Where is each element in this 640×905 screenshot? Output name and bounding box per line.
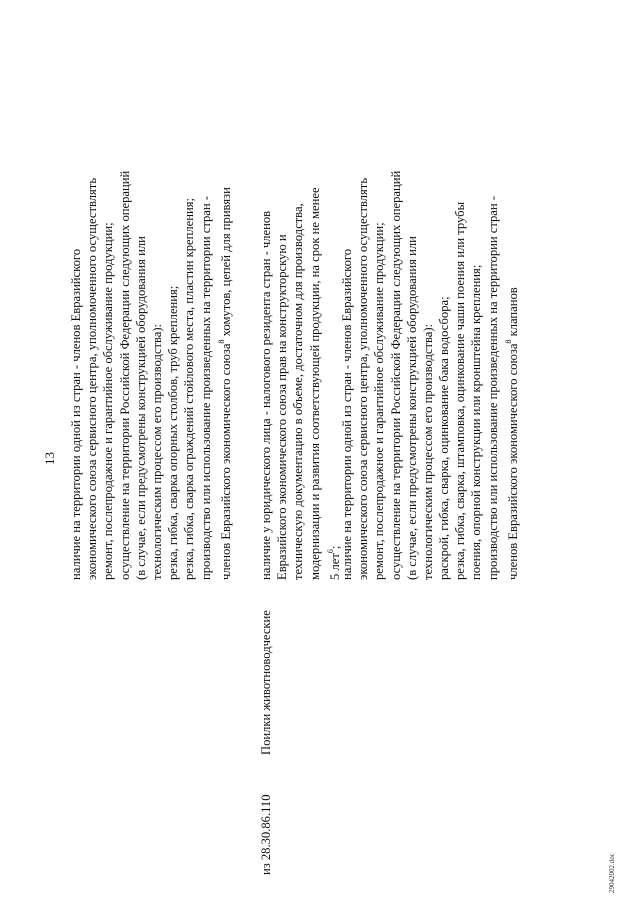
requirement-line: наличие на территории одной из стран - членов Евразийского [339, 248, 354, 580]
product-code: из 28.30.86.110 [259, 794, 273, 875]
requirement-line: (в случае, если предусмотрены конструкцией оборудования или [133, 236, 148, 580]
requirement-line: наличие на территории одной из стран - членов Евразийского [69, 248, 83, 580]
requirement-line: технологическим процессом его производства): [420, 323, 435, 580]
requirement-line: ремонт, послепродажное и гарантийное обслуживание продукции; [372, 222, 387, 580]
requirement-line: технологическим процессом его производства): [149, 323, 164, 580]
requirement-line: (в случае, если предусмотрены конструкцией оборудования или [404, 236, 419, 580]
product-name-cell [258, 610, 274, 755]
requirement-line: раскрой, гибка, сварка, оцинкование бака водосбора; [437, 296, 452, 580]
requirement-line: резка, гибка, сварка, штамповка, оцинкование чаши поения или трубы [453, 201, 468, 580]
requirement-line: 5 лет$^6$; [325, 545, 342, 580]
requirement-line: резка, гибка, сварка опорных столбов, труб крепления; [166, 285, 181, 580]
requirement-line: экономического союза сервисного центра, уполномоченного осуществлять [85, 177, 100, 580]
requirements-upper-block [68, 170, 233, 580]
requirement-line: Евразийского экономического союза прав на конструкторскую и [275, 234, 290, 580]
footnote-ref: 6 [325, 549, 335, 554]
requirement-line: поения, опорной конструкции или кронштейна крепления; [469, 264, 484, 580]
requirement-line: производство или использование произведенных на территории стран - [198, 196, 213, 580]
requirement-line: экономического союза сервисного центра, уполномоченного осуществлять [356, 177, 371, 580]
requirement-line: членов Евразийского экономического союза$^8$ клапанов [503, 287, 520, 580]
product-name: Поилки животноводческие [259, 610, 273, 755]
requirement-line: техническую документацию в объеме, достаточном для производства, [291, 203, 306, 580]
page-number: 13 [42, 452, 57, 465]
requirement-line: производство или использование произведенных на территории стран - [485, 196, 500, 580]
document-file-code: 29042002.doc [608, 853, 616, 893]
requirement-line: членов Евразийского экономического союза$^8$ хомутов, цепей для привязи [216, 187, 233, 580]
requirement-line: резка, гибка, сварка ограждений стойлового места, пластин крепления; [182, 197, 197, 580]
product-code-cell [258, 794, 274, 875]
requirement-line: модернизации и развития соответствующей продукции, на срок не менее [307, 187, 322, 580]
requirement-line: наличие у юридического лица - налогового резидента стран - членов [259, 210, 273, 580]
requirement-line: ремонт, послепродажное и гарантийное обслуживание продукции; [101, 222, 116, 580]
requirement-line: осуществление на территории Российской Федерации следующих операций [117, 170, 132, 580]
requirement-line: осуществление на территории Российской Федерации следующих операций [388, 170, 403, 580]
footnote-ref: 8 [216, 339, 226, 344]
footnote-ref: 8 [503, 339, 513, 344]
requirements-lower-block [258, 170, 520, 580]
